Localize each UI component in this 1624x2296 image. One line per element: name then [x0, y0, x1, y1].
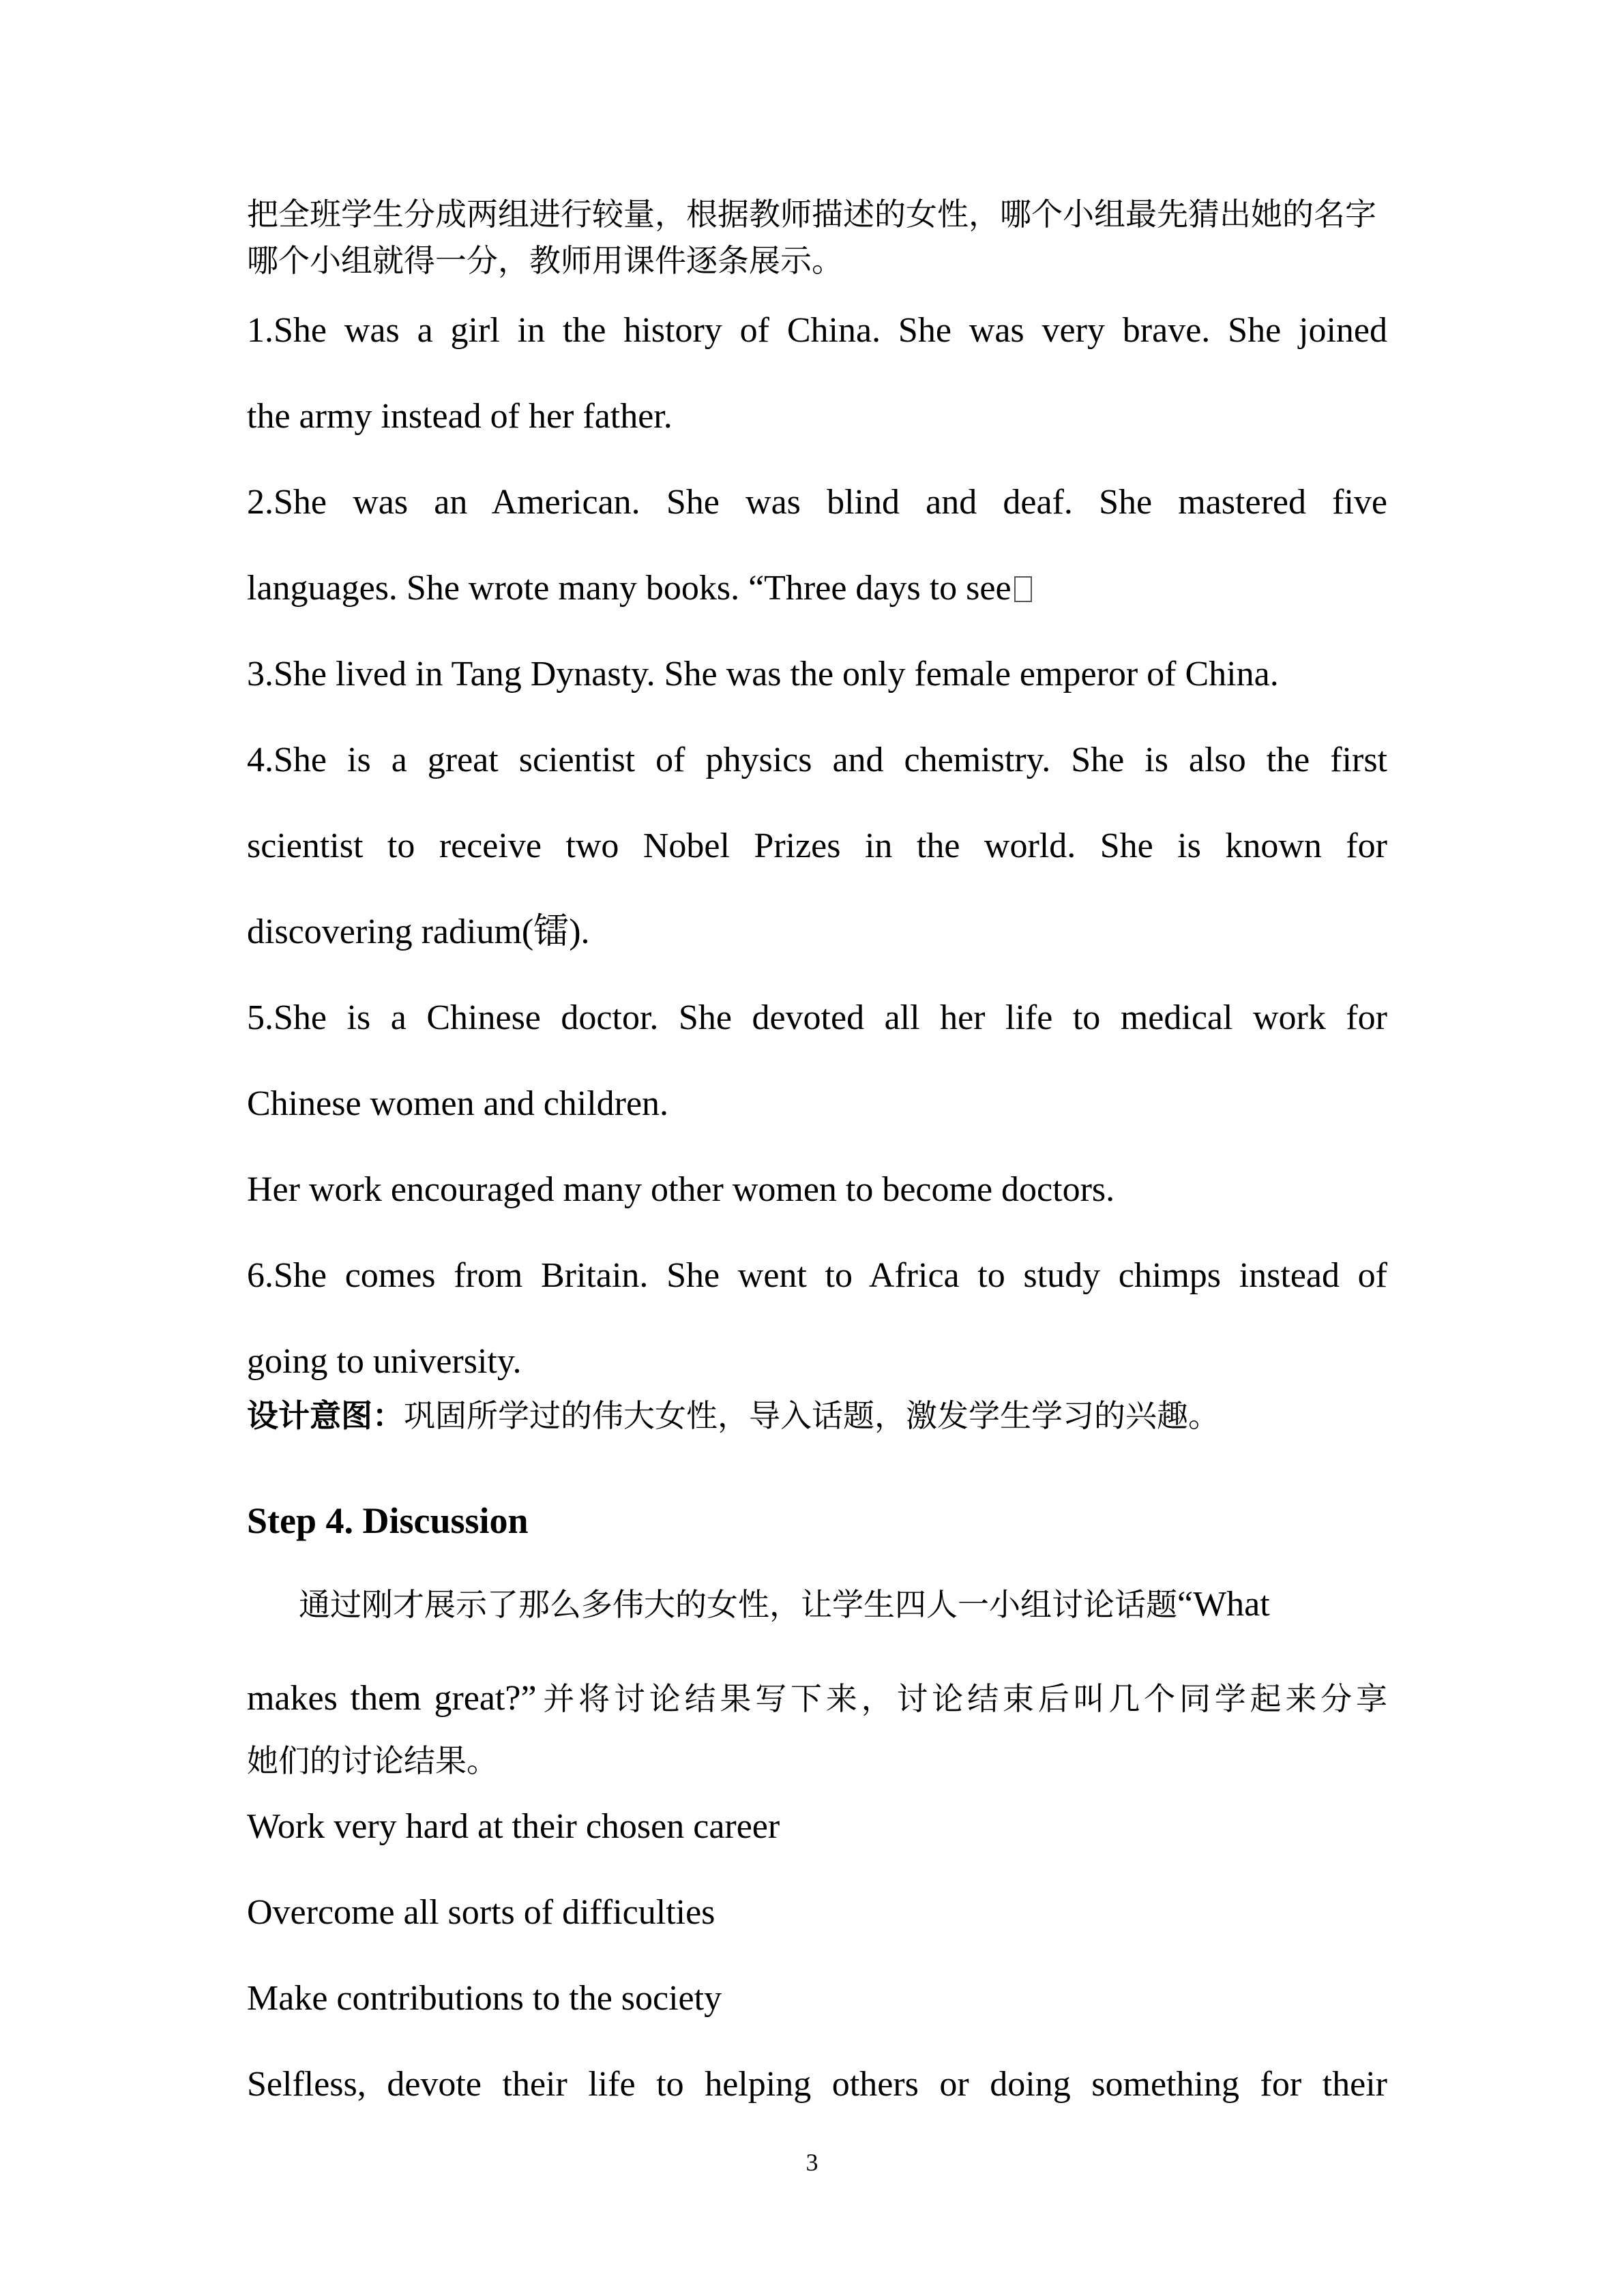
- page-number: 3: [806, 2149, 818, 2176]
- clue-list: [247, 288, 1387, 1405]
- page-content: [247, 191, 1387, 2128]
- discussion-line-2: [247, 1656, 1387, 1750]
- clue-3: [247, 631, 1387, 717]
- discussion-line-1-zh: 通过刚才展示了那么多伟大的女性，让学生四人一小组讨论话题: [299, 1586, 1177, 1623]
- intro-paragraph: 把全班学生分成两组进行较量，根据教师描述的女性，哪个小组最先猜出她的名字哪个小组就得一分，教师用课件逐条展示。: [247, 196, 1376, 279]
- clue-5-line-3: Her work encouraged many other women to become doctors.: [247, 1170, 1115, 1209]
- answer-3: Make contributions to the society: [247, 1979, 722, 2018]
- clue-4-line-1: 4.She is a great scientist of physics and chemistry. She is also the first: [247, 741, 1387, 779]
- clue-5-line-2: Chinese women and children.: [247, 1084, 669, 1123]
- clue-3-line-1: 3.She lived in Tang Dynasty. She was the only female emperor of China.: [247, 655, 1279, 694]
- answer-1: Work very hard at their chosen career: [247, 1807, 780, 1846]
- design-intent: [247, 1392, 1387, 1439]
- clue-4-line-3: discovering radium(镭).: [247, 912, 590, 951]
- clue-1-line-1: 1.She was a girl in the history of China. She was very brave. She joined: [247, 311, 1387, 350]
- discussion-answers: [247, 1784, 1387, 2128]
- clue-5-line-1: 5.She is a Chinese doctor. She devoted all her life to medical work for: [247, 998, 1387, 1037]
- discussion-line-2-en: makes them great?”: [247, 1679, 537, 1718]
- clue-2-line-2: [247, 546, 1387, 631]
- clue-4-line-2: scientist to receive two Nobel Prizes in the world. She is known for: [247, 826, 1387, 865]
- discussion-line-2-zh: 并将讨论结果写下来，讨论结束后叫几个同学起来分享: [543, 1680, 1388, 1717]
- clue-5: [247, 975, 1387, 1233]
- clue-2-line-1: 2.She was an American. She was blind and deaf. She mastered five: [247, 483, 1387, 522]
- design-intent-text: 巩固所学过的伟大女性，导入话题，激发学生学习的兴趣。: [404, 1397, 1220, 1434]
- discussion-line-1-en: “What: [1177, 1585, 1270, 1624]
- answer-4: Selfless, devote their life to helping others or doing something for their: [247, 2065, 1387, 2104]
- design-intent-label: 设计意图：: [247, 1397, 404, 1434]
- clue-2-line-2-text: languages. She wrote many books. “Three days to see: [247, 569, 1012, 608]
- step-4-discussion: [247, 1562, 1387, 1784]
- clue-6-line-2: going to university.: [247, 1342, 522, 1381]
- discussion-line-1: [247, 1562, 1387, 1656]
- step-4-heading: Step 4. Discussion: [247, 1500, 529, 1541]
- clue-1-line-2: the army instead of her father.: [247, 397, 673, 436]
- clue-2: [247, 460, 1387, 631]
- clue-4: [247, 717, 1387, 975]
- discussion-line-3: 她们的讨论结果。: [247, 1742, 498, 1779]
- clue-6-line-1: 6.She comes from Britain. She went to Africa to study chimps instead of: [247, 1256, 1387, 1295]
- answer-2: Overcome all sorts of difficulties: [247, 1893, 715, 1932]
- clue-1: [247, 288, 1387, 460]
- clue-6: [247, 1233, 1387, 1405]
- missing-glyph-box-icon: [1014, 576, 1032, 602]
